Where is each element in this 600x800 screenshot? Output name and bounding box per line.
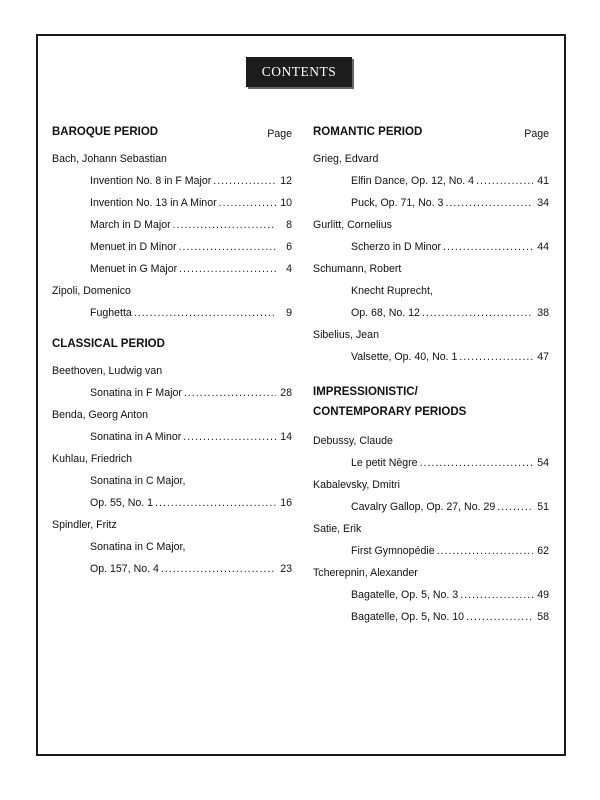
piece-title: Sonatina in C Major, [90, 475, 186, 487]
page-number: 9 [286, 307, 292, 319]
section-heading [313, 126, 549, 148]
dot-leader [161, 558, 276, 580]
dot-leader [422, 302, 533, 324]
piece-title: Le petit Nègre [351, 457, 418, 469]
page-number: 28 [280, 387, 292, 399]
left-section [52, 338, 292, 580]
piece-title: Bagatelle, Op. 5, No. 10 [351, 611, 465, 623]
section-title-line: ROMANTIC PERIOD [313, 126, 423, 138]
page-number: 34 [537, 197, 549, 209]
piece-title: Scherzo in D Minor [351, 241, 442, 253]
composer-name: Beethoven, Ludwig van [52, 365, 163, 377]
dot-leader [219, 192, 276, 214]
piece-title: Op. 157, No. 4 [90, 563, 159, 575]
page-number: 14 [280, 431, 292, 443]
page-number: 62 [537, 545, 549, 557]
composer-name: Benda, Georg Anton [52, 409, 149, 421]
composer-name: Kuhlau, Friedrich [52, 453, 133, 465]
toc-entry [313, 496, 549, 518]
toc-entry [52, 170, 292, 192]
composer-name: Zipoli, Domenico [52, 285, 131, 297]
section-title-line: CLASSICAL PERIOD [52, 338, 165, 350]
page-number: 47 [537, 351, 549, 363]
composer-name: Grieg, Edvard [313, 153, 379, 165]
piece-title: Knecht Ruprecht, [351, 285, 433, 297]
piece-title: Cavalry Gallop, Op. 27, No. 29 [351, 501, 496, 513]
toc-entry [52, 492, 292, 514]
dot-leader [184, 382, 276, 404]
toc-entry [52, 192, 292, 214]
page-number: 23 [280, 563, 292, 575]
piece-title: Sonatina in C Major, [90, 541, 186, 553]
page-number: 54 [537, 457, 549, 469]
toc-entry [52, 302, 292, 324]
composer-name: Spindler, Fritz [52, 519, 117, 531]
toc-entry [52, 382, 292, 404]
toc-entry [52, 258, 292, 280]
section-title [52, 126, 292, 138]
piece-title: Menuet in D Minor [90, 241, 177, 253]
section-heading [313, 382, 549, 430]
page-number: 12 [280, 175, 292, 187]
page-number: 49 [537, 589, 549, 601]
page-number: 51 [537, 501, 549, 513]
piece-title: Valsette, Op. 40, No. 1 [351, 351, 458, 363]
piece-title: Fughetta [90, 307, 132, 319]
piece-title: Elfin Dance, Op. 12, No. 4 [351, 175, 475, 187]
page-number: 41 [537, 175, 549, 187]
section-title-line: BAROQUE PERIOD [52, 126, 159, 138]
section-heading [52, 126, 292, 148]
page-number: 6 [286, 241, 292, 253]
dot-leader [134, 302, 276, 324]
section-heading [52, 338, 292, 360]
piece-title: Sonatina in A Minor [90, 431, 182, 443]
piece-title: Bagatelle, Op. 5, No. 3 [351, 589, 459, 601]
dot-leader [173, 214, 276, 236]
dot-leader [476, 170, 533, 192]
toc-entry [313, 452, 549, 474]
page-number: 58 [537, 611, 549, 623]
contents-title: CONTENTS [246, 57, 352, 87]
page-number: 8 [286, 219, 292, 231]
piece-title: First Gymnopédie [351, 545, 435, 557]
dot-leader [443, 236, 533, 258]
dot-leader [183, 426, 276, 448]
dot-leader [466, 606, 533, 628]
toc-entry [313, 302, 549, 324]
right-section [313, 126, 549, 368]
piece-title: Op. 55, No. 1 [90, 497, 154, 509]
page-column-label: Page [267, 128, 292, 140]
dot-leader [459, 346, 533, 368]
dot-leader [179, 236, 276, 258]
page-number: 44 [537, 241, 549, 253]
toc-entry [52, 426, 292, 448]
dot-leader [445, 192, 533, 214]
left-column [52, 126, 292, 580]
dot-leader [213, 170, 276, 192]
section-title [313, 382, 549, 422]
toc-entry [313, 606, 549, 628]
composer-name: Tcherepnin, Alexander [313, 567, 418, 579]
toc-entry [52, 214, 292, 236]
page-number: 38 [537, 307, 549, 319]
piece-title: Puck, Op. 71, No. 3 [351, 197, 444, 209]
section-title-line: CONTEMPORARY PERIODS [313, 406, 467, 418]
toc-entry [313, 236, 549, 258]
left-section [52, 126, 292, 324]
section-title [313, 126, 549, 138]
page-number: 16 [280, 497, 292, 509]
toc-entry [313, 584, 549, 606]
dot-leader [437, 540, 533, 562]
piece-title: March in D Major [90, 219, 171, 231]
toc-entry [52, 558, 292, 580]
page-column-label: Page [524, 128, 549, 140]
section-title [52, 338, 292, 350]
composer-name: Debussy, Claude [313, 435, 393, 447]
toc-entry [313, 170, 549, 192]
dot-leader [497, 496, 533, 518]
right-section [313, 382, 549, 628]
piece-title: Sonatina in F Major [90, 387, 182, 399]
dot-leader [179, 258, 276, 280]
composer-name: Kabalevsky, Dmitri [313, 479, 400, 491]
toc-entry [313, 540, 549, 562]
composer-name: Bach, Johann Sebastian [52, 153, 167, 165]
dot-leader [155, 492, 276, 514]
composer-name: Gurlitt, Cornelius [313, 219, 392, 231]
right-column [313, 126, 549, 628]
piece-title: Op. 68, No. 12 [351, 307, 420, 319]
dot-leader [460, 584, 533, 606]
piece-title: Menuet in G Major [90, 263, 178, 275]
composer-name: Satie, Erik [313, 523, 362, 535]
dot-leader [420, 452, 533, 474]
toc-entry [313, 192, 549, 214]
composer-name: Sibelius, Jean [313, 329, 379, 341]
section-title-line: IMPRESSIONISTIC/ [313, 386, 418, 398]
composer-name: Schumann, Robert [313, 263, 402, 275]
piece-title: Invention No. 8 in F Major [90, 175, 212, 187]
piece-title: Invention No. 13 in A Minor [90, 197, 217, 209]
toc-entry [52, 236, 292, 258]
page-number: 10 [280, 197, 292, 209]
toc-entry [313, 346, 549, 368]
page-number: 4 [286, 263, 292, 275]
